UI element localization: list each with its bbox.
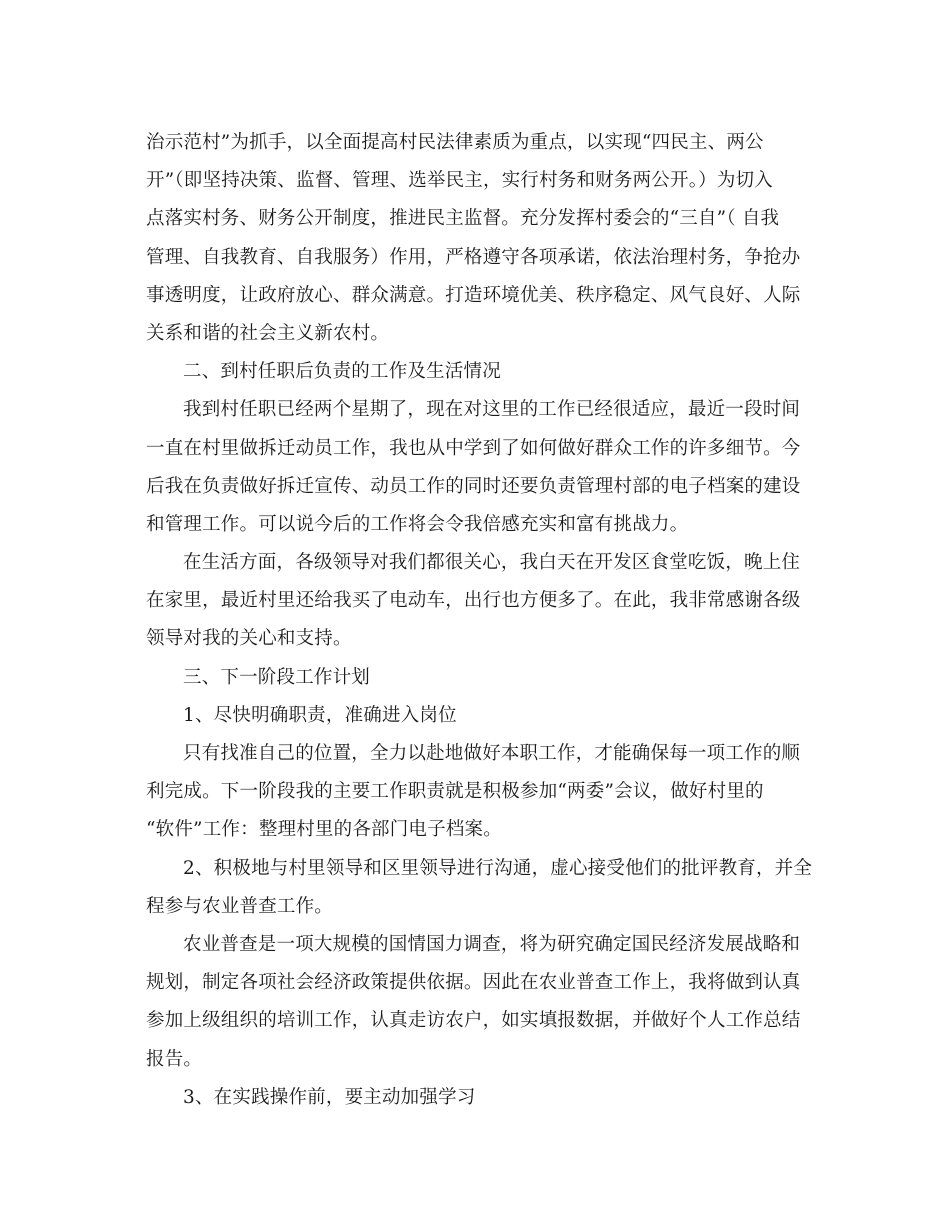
text-line: 规划，制定各项社会经济政策提供依据。因此在农业普查工作上，我将做到认真 <box>146 972 801 994</box>
text-line: 领导对我的关心和支持。 <box>146 628 352 650</box>
heading-line: 二、到村任职后负责的工作及生活情况 <box>183 361 501 383</box>
paragraph <box>146 735 814 850</box>
paragraph <box>146 391 814 544</box>
text-line: 我到村任职已经两个星期了，现在对这里的工作已经很适应，最近一段时间 <box>183 399 801 421</box>
section-heading <box>146 659 814 697</box>
text-line: 事透明度，让政府放心、群众满意。打造环境优美、秩序稳定、风气良好、人际 <box>146 284 801 306</box>
item-line: 3、在实践操作前，要主动加强学习 <box>183 1086 476 1108</box>
text-line: 在家里，最近村里还给我买了电动车，出行也方便多了。在此，我非常感谢各级 <box>146 590 801 612</box>
paragraph <box>146 124 814 353</box>
text-line: “软件”工作：整理村里的各部门电子档案。 <box>146 819 502 841</box>
text-line: 一直在村里做拆迁动员工作，我也从中学到了如何做好群众工作的许多细节。今 <box>146 437 801 459</box>
numbered-item <box>146 850 814 926</box>
text-line: 后我在负责做好拆迁宣传、动员工作的同时还要负责管理村部的电子档案的建设 <box>146 475 801 497</box>
text-line: 点落实村务、财务公开制度，推进民主监督。充分发挥村委会的“三自”（ 自我 <box>146 208 780 230</box>
text-line: 只有找准自己的位置，全力以赴地做好本职工作，才能确保每一项工作的顺 <box>183 743 801 764</box>
section-heading <box>146 353 814 391</box>
text-line: 在生活方面，各级领导对我们都很关心，我白天在开发区食堂吃饭，晚上住 <box>183 552 801 574</box>
item-line: 2、积极地与村里领导和区里领导进行沟通，虚心接受他们的批评教育，并全 <box>183 857 813 879</box>
text-line: 管理、自我教育、自我服务）作用，严格遵守各项承诺，依法治理村务，争抢办 <box>146 246 801 268</box>
heading-line: 三、下一阶段工作计划 <box>183 666 371 688</box>
document-body <box>146 124 814 1117</box>
text-line: 开”（即坚持决策、监督、管理、选举民主，实行村务和财务两公开。）为切入 <box>146 170 773 192</box>
text-line: 农业普查是一项大规模的国情国力调查，将为研究确定国民经济发展战略和 <box>183 933 801 955</box>
numbered-item <box>146 1079 814 1117</box>
item-line: 程参与农业普查工作。 <box>146 895 334 917</box>
text-line: 报告。 <box>146 1048 203 1070</box>
text-line: 利完成。下一阶段我的主要工作职责就是积极参加“两委”会议，做好村里的 <box>146 781 764 803</box>
numbered-item <box>146 697 814 735</box>
paragraph <box>146 926 814 1079</box>
text-line: 参加上级组织的培训工作，认真走访农户，如实填报数据，并做好个人工作总结 <box>146 1010 801 1032</box>
paragraph <box>146 544 814 659</box>
item-line: 1、尽快明确职责，准确进入岗位 <box>183 704 457 726</box>
text-line: 治示范村”为抓手，以全面提高村民法律素质为重点，以实现“四民主、两公 <box>146 132 764 153</box>
text-line: 关系和谐的社会主义新农村。 <box>146 322 390 344</box>
text-line: 和管理工作。可以说今后的工作将会令我倍感充实和富有挑战力。 <box>146 513 689 535</box>
